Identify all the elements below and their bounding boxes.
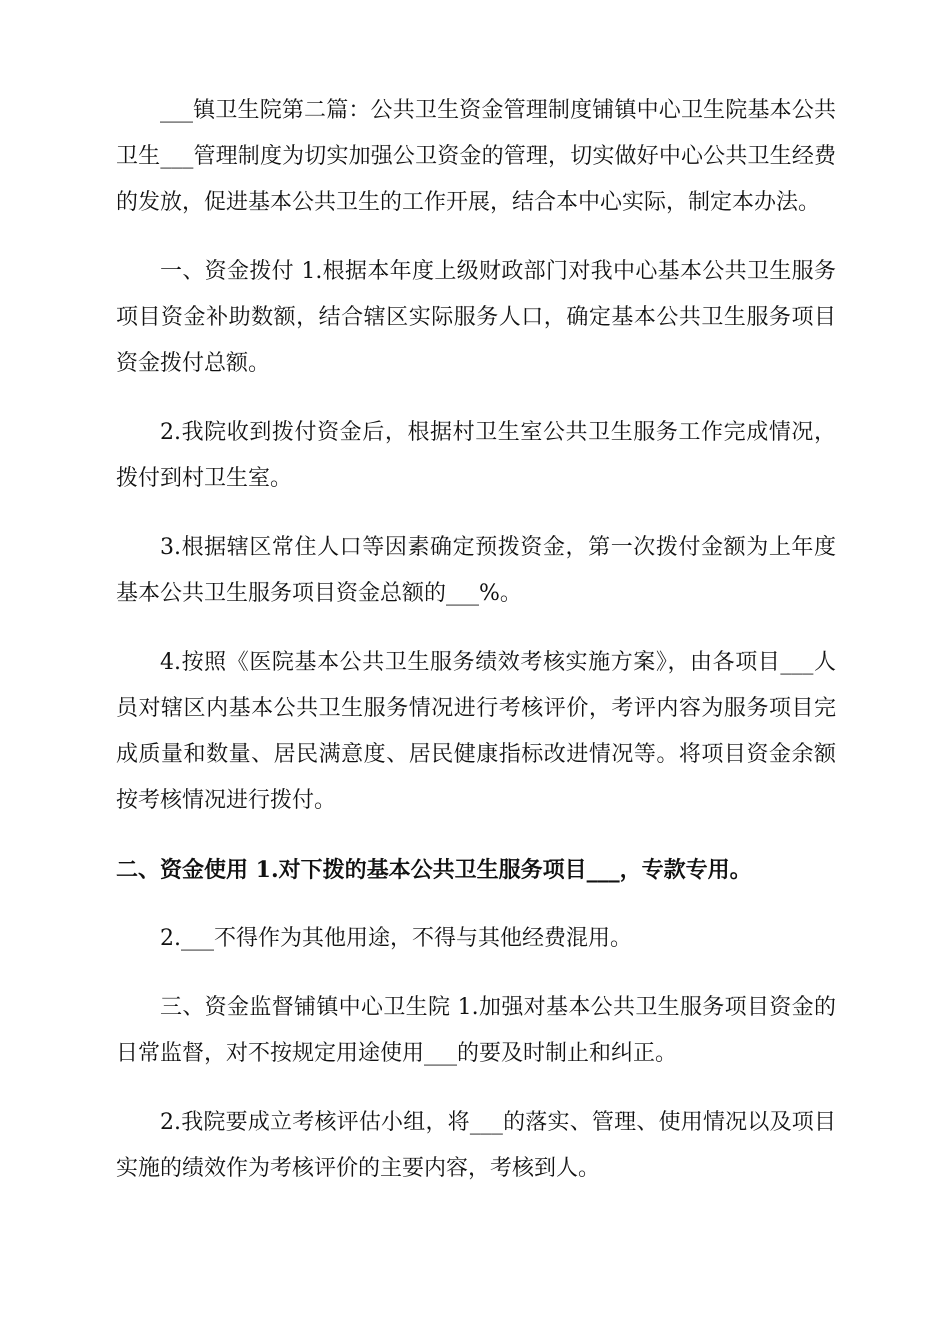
paragraph-funding-2: 2.我院收到拨付资金后，根据村卫生室公共卫生服务工作完成情况，拨付到村卫生室。 [116, 420, 836, 491]
paragraph-use-2: 2.___不得作为其他用途，不得与其他经费混用。 [160, 926, 632, 951]
paragraph-funding-1: 一、资金拨付 1.根据本年度上级财政部门对我中心基本公共卫生服务项目资金补助数额，结合辖区实际服务人口，确定基本公共卫生服务项目资金拨付总额。 [116, 259, 836, 376]
paragraph-intro: ___镇卫生院第二篇：公共卫生资金管理制度铺镇中心卫生院基本公共卫生___管理制度为切实加强公卫资金的管理，切实做好中心公共卫生经费的发放，促进基本公共卫生的工作开展，结合本中心实际，制定本办法。 [116, 98, 836, 215]
paragraph-funding-4: 4.按照《医院基本公共卫生服务绩效考核实施方案》，由各项目___人员对辖区内基本公共卫生服务情况进行考核评价，考评内容为服务项目完成质量和数量、居民满意度、居民健康指标改进情况等。将项目资金余额按考核情况进行拨付。 [116, 650, 836, 813]
paragraph-funding-3: 3.根据辖区常住人口等因素确定预拨资金，第一次拨付金额为上年度基本公共卫生服务项目资金总额的___%。 [116, 535, 836, 606]
paragraph-supervision-2: 2.我院要成立考核评估小组，将___的落实、管理、使用情况以及项目实施的绩效作为考核评价的主要内容，考核到人。 [116, 1110, 836, 1181]
paragraph-supervision-1: 三、资金监督铺镇中心卫生院 1.加强对基本公共卫生服务项目资金的日常监督，对不按规定用途使用___的要及时制止和纠正。 [116, 995, 836, 1066]
section-heading-fund-use: 二、资金使用 1.对下拨的基本公共卫生服务项目___，专款专用。 [116, 857, 752, 883]
document-body [116, 88, 836, 1215]
